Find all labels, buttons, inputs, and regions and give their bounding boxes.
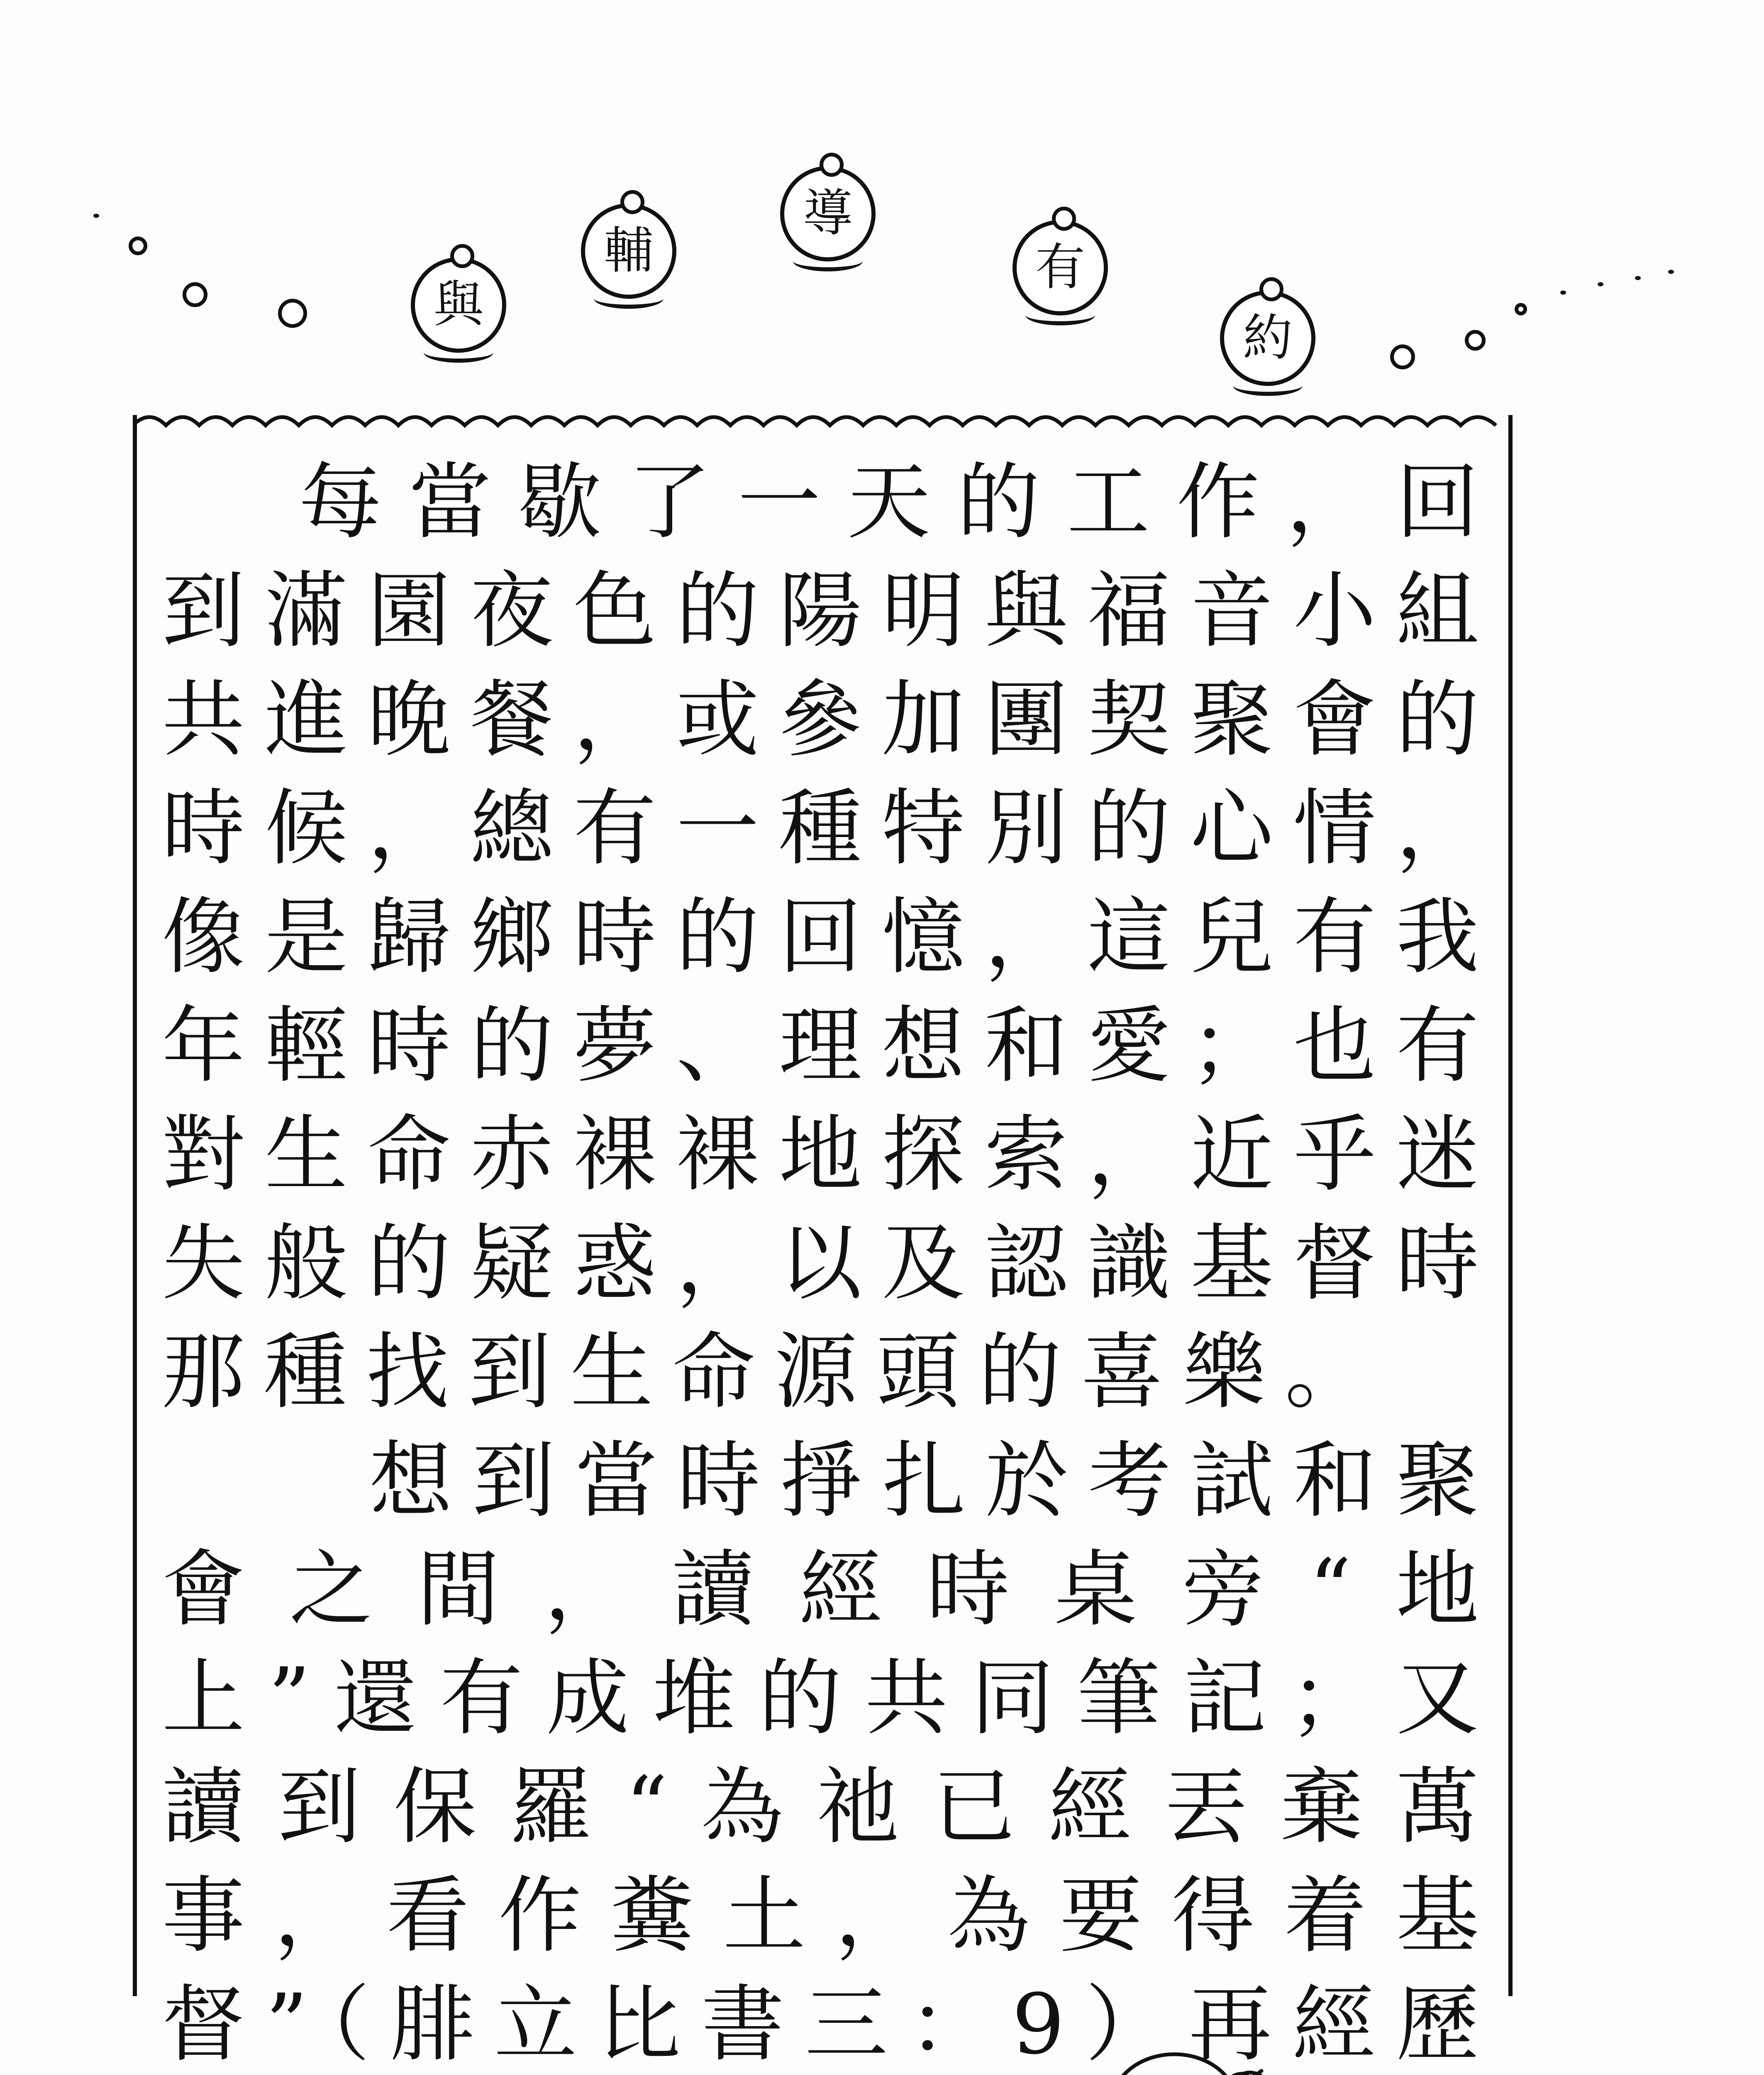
title-bubble-1 [411, 257, 506, 353]
paragraph-2: 想到當時掙扎於考試和聚會之間，讀經時桌旁“地上”還有成堆的共同筆記；又讀到保羅“為祂已經丟棄萬事，看作糞土，為要得着基督”（腓立比書三：9）再經歷 [162, 1433, 1498, 2073]
decor-speck [1635, 276, 1641, 280]
decor-dot [1515, 303, 1527, 315]
decor-speck [93, 214, 99, 218]
decor-dot [1390, 344, 1415, 369]
title-char: 導 [803, 185, 853, 242]
header-ornament [0, 0, 1764, 415]
title-char: 有 [1035, 239, 1085, 296]
decor-dot [183, 282, 207, 307]
decor-speck [1560, 290, 1566, 295]
title-bubble-3 [780, 166, 876, 261]
decor-dot [129, 237, 147, 255]
article-body [162, 448, 1498, 2073]
decor-speck [1668, 270, 1674, 274]
title-bubble-5 [1220, 290, 1315, 386]
title-char: 輔 [604, 222, 654, 280]
sheep-3 [1087, 2054, 1411, 2075]
sheep-illustration [0, 2004, 1764, 2075]
decor-speck [1598, 282, 1603, 286]
title-bubble-4 [1013, 220, 1108, 315]
title-bubble-2 [581, 203, 676, 299]
paragraph-1: 每當歇了一天的工作，回到滿園夜色的陽明與福音小組共進晚餐，或參加團契聚會的時候，總有一種特別的心情，像是歸鄉時的回憶，這兒有我年輕時的夢、理想和愛；也有對生命赤裸裸地探索，近乎迷失般的疑惑，以及認識基督時那種找到生命源頭的喜樂。 [162, 454, 1498, 1421]
decor-dot [278, 299, 307, 328]
decor-dot [1465, 330, 1486, 351]
title-char: 與 [434, 276, 483, 334]
title-char: 約 [1243, 309, 1293, 367]
